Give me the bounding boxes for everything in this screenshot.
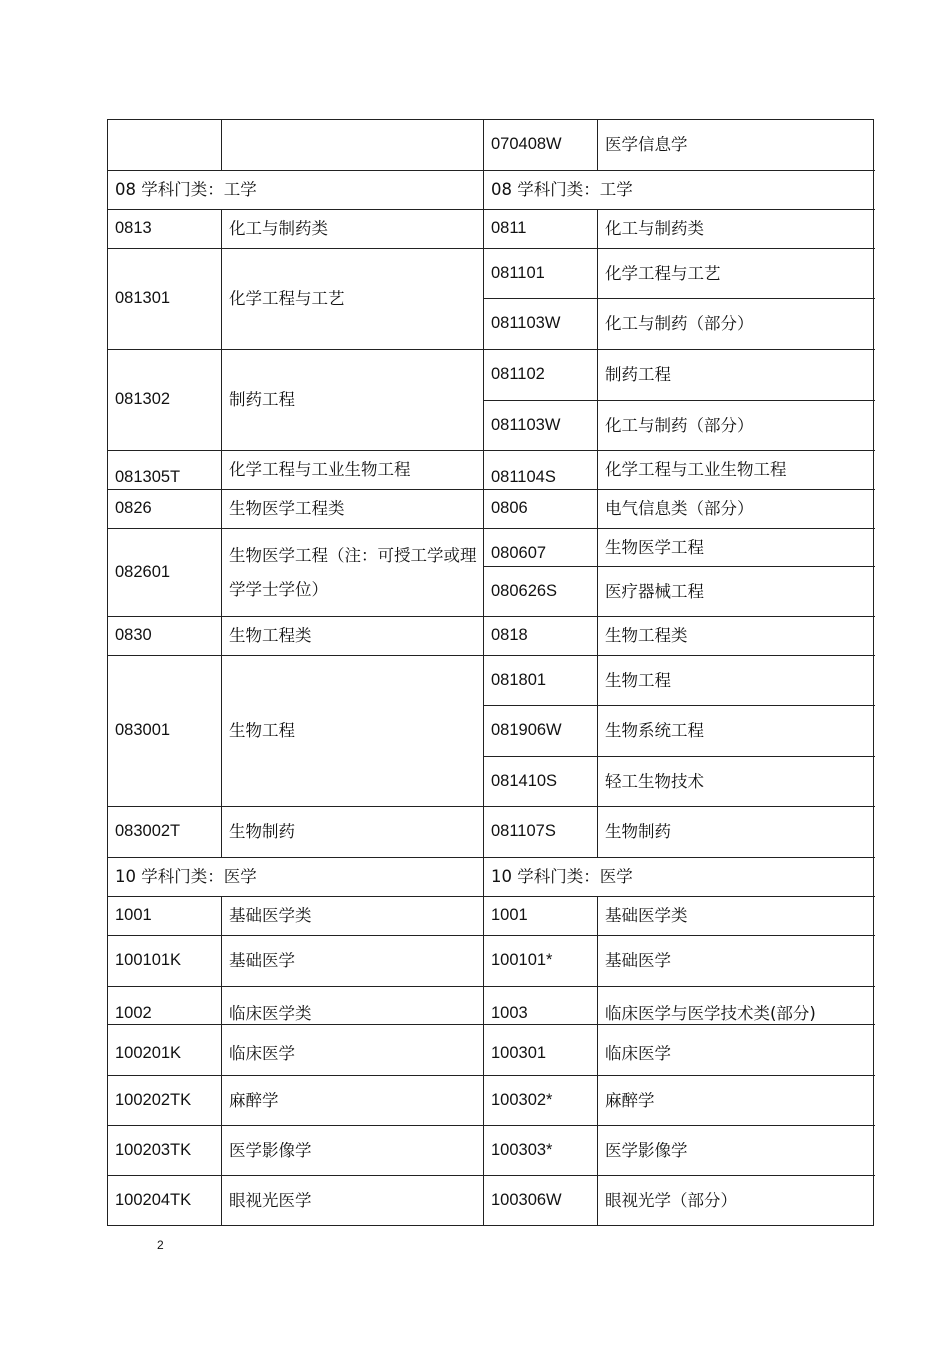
table-cell: 医疗器械工程 bbox=[598, 567, 875, 617]
table-cell: 0818 bbox=[484, 617, 598, 656]
table-cell: 基础医学 bbox=[222, 936, 484, 987]
table-cell: 临床医学与医学技术类(部分) bbox=[598, 987, 875, 1025]
table-cell: 化工与制药（部分） bbox=[598, 299, 875, 350]
table-cell: 制药工程 bbox=[598, 350, 875, 401]
table-cell: 生物制药 bbox=[222, 807, 484, 858]
table-cell: 083001 bbox=[108, 656, 222, 807]
table-cell: 生物工程类 bbox=[222, 617, 484, 656]
table-cell: 0830 bbox=[108, 617, 222, 656]
table-cell: 化工与制药（部分） bbox=[598, 401, 875, 451]
table-cell: 麻醉学 bbox=[598, 1076, 875, 1126]
table-cell: 070408W bbox=[484, 120, 598, 171]
table-cell: 1001 bbox=[108, 897, 222, 936]
table-cell: 100101K bbox=[108, 936, 222, 987]
table-cell: 临床医学 bbox=[222, 1025, 484, 1076]
table-cell: 0813 bbox=[108, 210, 222, 249]
table-cell: 制药工程 bbox=[222, 350, 484, 451]
table-cell: 医学影像学 bbox=[598, 1126, 875, 1176]
table-cell: 生物工程 bbox=[222, 656, 484, 807]
section-header: 08 学科门类：工学 bbox=[108, 171, 484, 210]
table-cell: 临床医学类 bbox=[222, 987, 484, 1025]
table-cell bbox=[222, 120, 484, 171]
table-cell: 生物工程 bbox=[598, 656, 875, 706]
table-cell: 081102 bbox=[484, 350, 598, 401]
table-cell: 眼视光学（部分） bbox=[605, 1190, 737, 1210]
table-cell: 麻醉学 bbox=[222, 1076, 484, 1126]
table-cell: 化学工程与工艺 bbox=[598, 249, 875, 299]
table-cell: 081301 bbox=[108, 249, 222, 350]
table-cell: 生物医学工程 bbox=[598, 529, 875, 567]
table-cell: 医学影像学 bbox=[222, 1126, 484, 1176]
table-cell: 临床医学 bbox=[598, 1025, 875, 1076]
table-cell: 081103W bbox=[484, 401, 598, 451]
table-cell: 083002T bbox=[108, 807, 222, 858]
table-cell: 生物系统工程 bbox=[598, 706, 875, 757]
table-cell: 基础医学类 bbox=[598, 897, 875, 936]
table-cell: 100301 bbox=[484, 1025, 598, 1076]
table-cell: 化学工程与工业生物工程 bbox=[222, 451, 484, 490]
table-cell: 轻工生物技术 bbox=[598, 757, 875, 807]
table-cell: 100306W bbox=[484, 1176, 598, 1225]
comparison-table bbox=[107, 119, 874, 1226]
table-cell: 080607 bbox=[484, 529, 598, 567]
table-cell: 1001 bbox=[484, 897, 598, 936]
table-cell: 081107S bbox=[484, 807, 598, 858]
table-cell: 0826 bbox=[108, 490, 222, 529]
table-cell: 0806 bbox=[484, 490, 598, 529]
table-cell: 081103W bbox=[484, 299, 598, 350]
section-header: 08 学科门类：工学 bbox=[484, 171, 875, 210]
page-number: 2 bbox=[157, 1238, 164, 1252]
table-cell: 081101 bbox=[484, 249, 598, 299]
table-cell: 081906W bbox=[484, 706, 598, 757]
section-header: 10 学科门类：医学 bbox=[484, 858, 875, 897]
table-cell: 电气信息类（部分） bbox=[598, 490, 875, 529]
table-cell: 081104S bbox=[484, 451, 598, 490]
table-cell: 眼视光医学 bbox=[222, 1176, 484, 1225]
table-cell: 化工与制药类 bbox=[598, 210, 875, 249]
table-cell: 081801 bbox=[484, 656, 598, 706]
table-cell: 100203TK bbox=[108, 1126, 222, 1176]
table-cell bbox=[108, 120, 222, 171]
table-cell: 基础医学 bbox=[598, 936, 875, 987]
table-cell: 100303* bbox=[484, 1126, 598, 1176]
table-cell: 1003 bbox=[484, 987, 598, 1025]
table-cell: 基础医学类 bbox=[222, 897, 484, 936]
table-cell: 生物工程类 bbox=[598, 617, 875, 656]
table-cell: 生物医学工程（注：可授工学或理学学士学位） bbox=[222, 529, 484, 617]
table-cell: 100201K bbox=[108, 1025, 222, 1076]
table-cell: 1002 bbox=[108, 987, 222, 1025]
table-cell: 生物医学工程类 bbox=[222, 490, 484, 529]
table-cell: 100101* bbox=[484, 936, 598, 987]
table-cell: 081410S bbox=[484, 757, 598, 807]
table-cell: 100202TK bbox=[108, 1076, 222, 1126]
table-cell: 医学信息学 bbox=[598, 120, 875, 171]
section-header: 10 学科门类：医学 bbox=[108, 858, 484, 897]
table-cell: 081305T bbox=[108, 451, 222, 490]
table-cell: 化学工程与工艺 bbox=[222, 249, 484, 350]
table-cell: 化学工程与工业生物工程 bbox=[598, 451, 875, 490]
table-cell: 080626S bbox=[484, 567, 598, 617]
table-cell: 081302 bbox=[108, 350, 222, 451]
table-cell: 0811 bbox=[484, 210, 598, 249]
table-cell: 100204TK bbox=[108, 1176, 222, 1225]
table-cell: 生物制药 bbox=[598, 807, 875, 858]
table-cell: 082601 bbox=[108, 529, 222, 617]
table-cell: 100302* bbox=[484, 1076, 598, 1126]
table-cell: 化工与制药类 bbox=[222, 210, 484, 249]
